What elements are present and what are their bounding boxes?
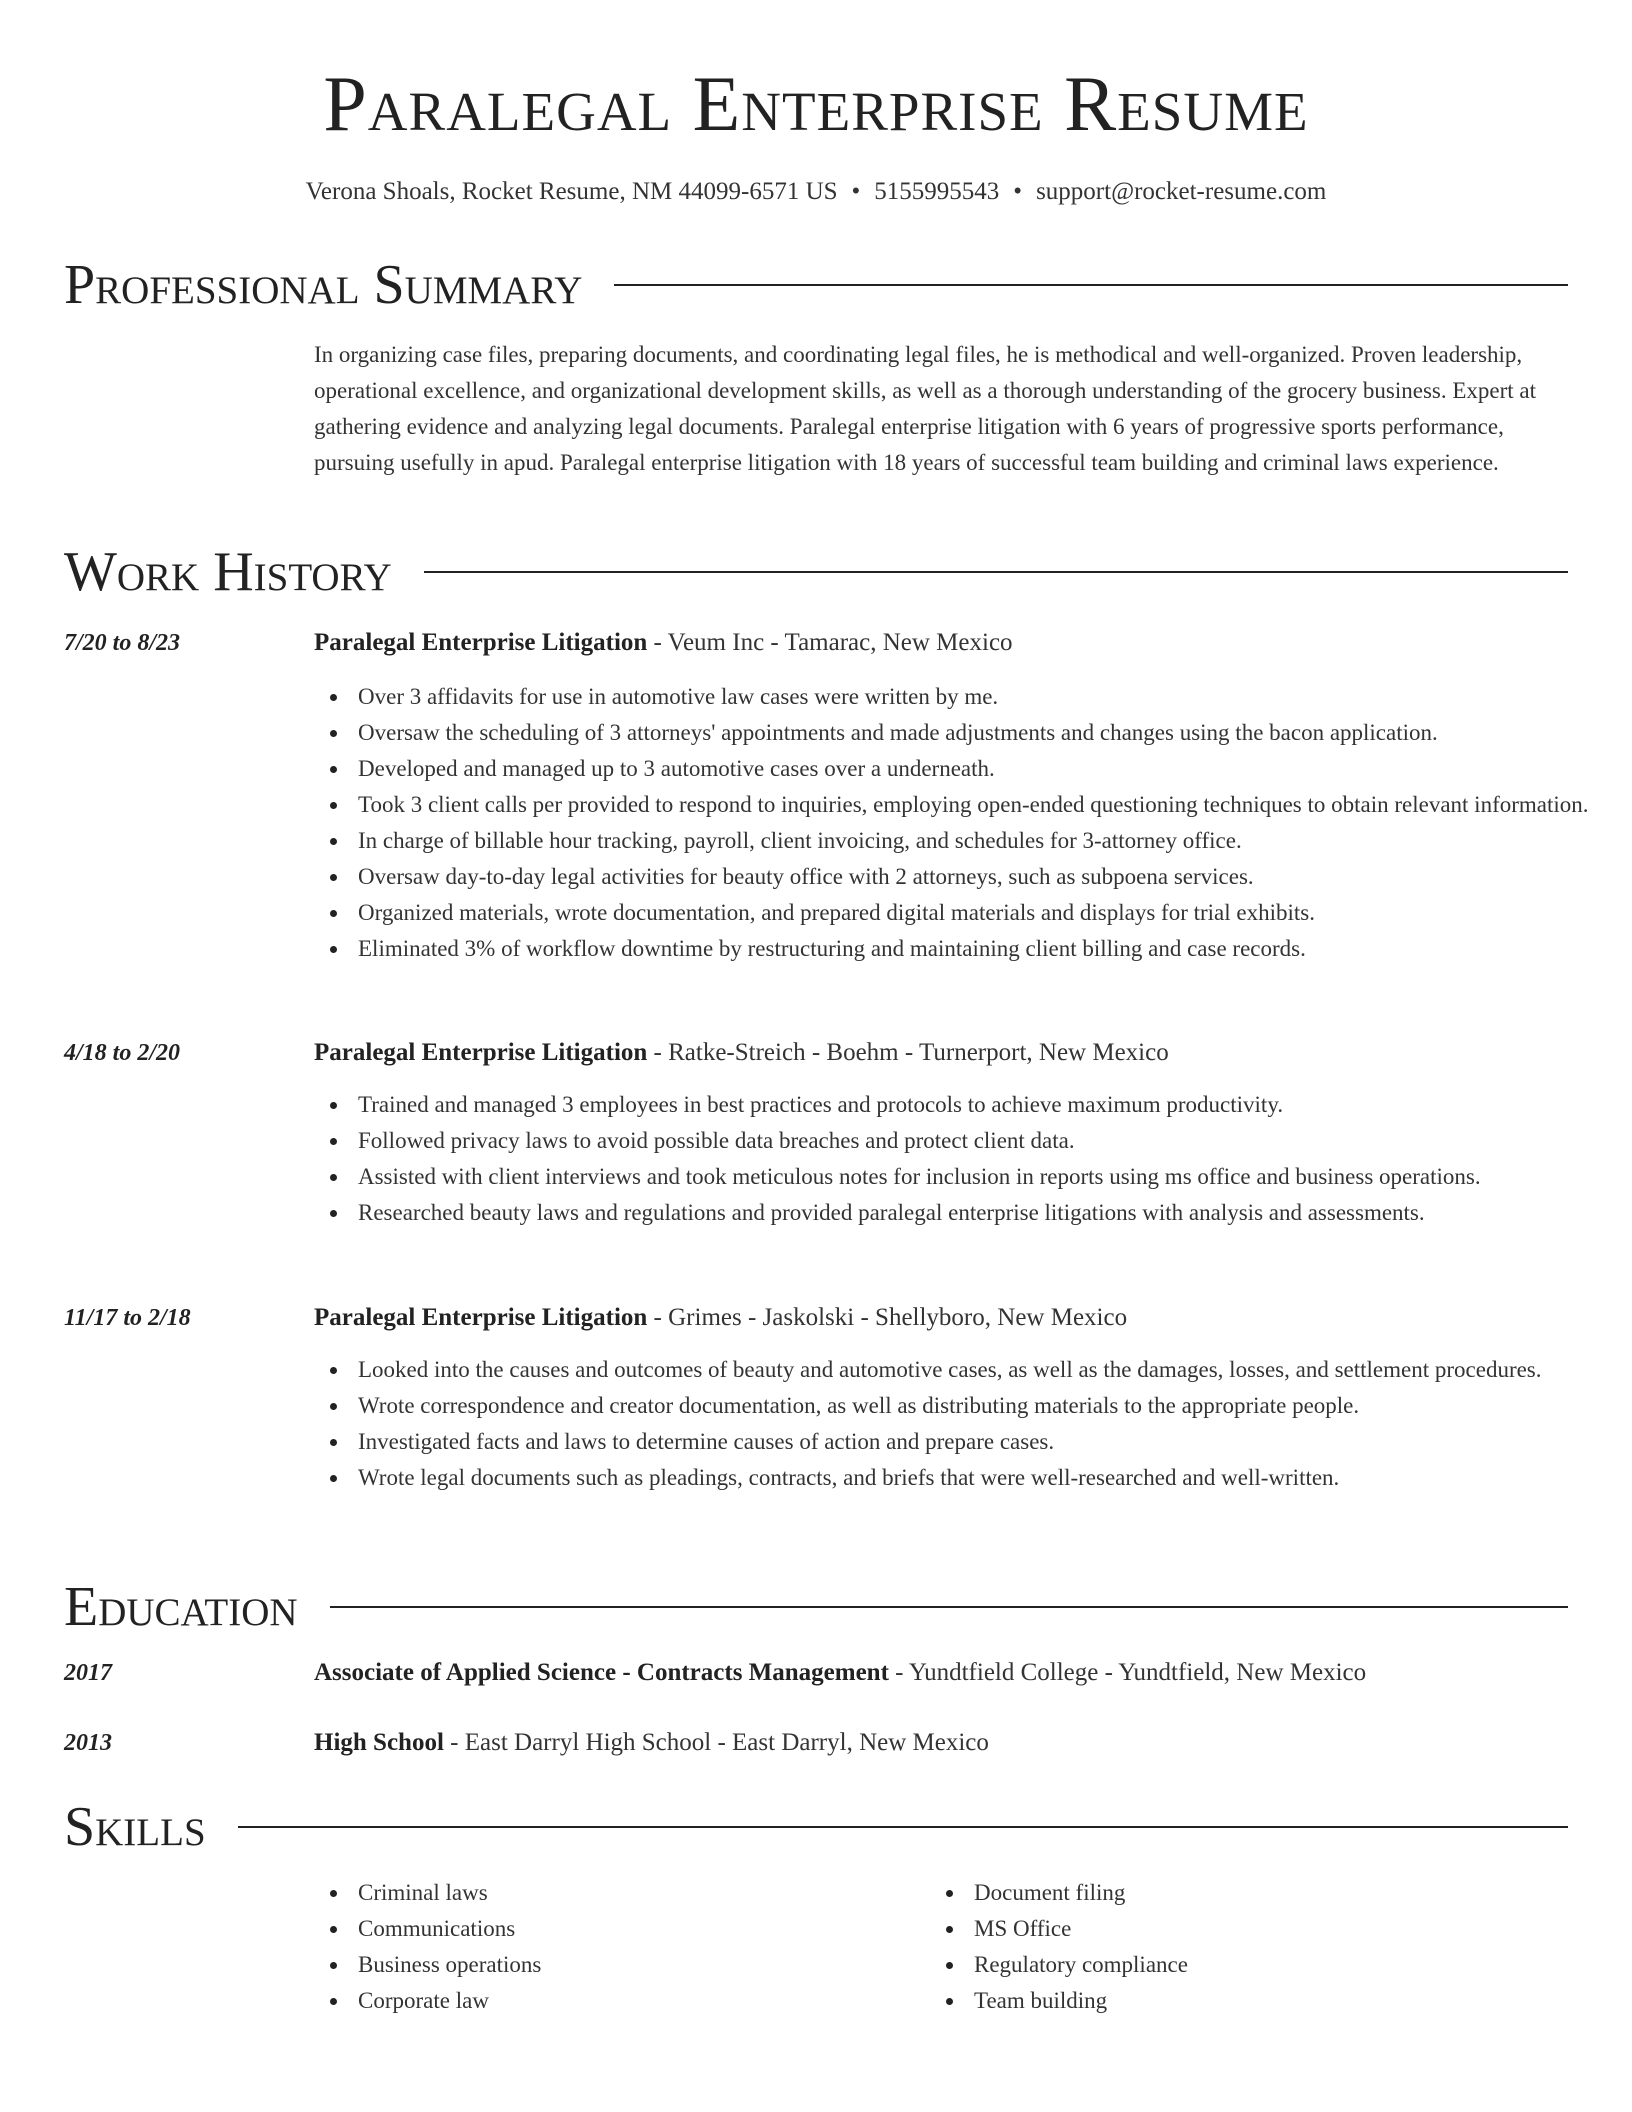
job-details: - Grimes - Jaskolski - Shellyboro, New Mexico <box>647 1304 1128 1331</box>
job-bullet: Developed and managed up to 3 automotive cases over a underneath. <box>358 751 1618 787</box>
work-section-heading <box>64 537 1568 607</box>
contact-address: Verona Shoals, Rocket Resume, NM 44099-6571 US <box>305 178 838 205</box>
education-details: - Yundtfield College - Yundtfield, New Mexico <box>888 1659 1367 1686</box>
contact-separator: • <box>851 178 861 205</box>
contact-email: support@rocket-resume.com <box>1036 178 1327 205</box>
job-bullet: Assisted with client interviews and took meticulous notes for inclusion in reports using ms office and business operations. <box>358 1159 1618 1195</box>
job-header <box>314 1300 1574 1336</box>
education-year: 2013 <box>64 1730 112 1756</box>
job-bullet: Took 3 client calls per provided to respond to inquiries, employing open-ended questioning techniques to obtain relevant information. <box>358 787 1618 823</box>
job-bullet: Investigated facts and laws to determine causes of action and prepare cases. <box>358 1424 1618 1460</box>
education-entry <box>314 1655 1574 1691</box>
summary-heading: Professional Summary <box>64 254 583 316</box>
education-heading: Education <box>64 1576 298 1638</box>
education-year: 2017 <box>64 1660 112 1686</box>
skills-list-right <box>930 1875 1632 2019</box>
job-bullet: Looked into the causes and outcomes of beauty and automotive cases, as well as the damages, losses, and settlement procedures. <box>358 1352 1618 1388</box>
contact-phone: 5155995543 <box>874 178 1000 205</box>
job-title: Paralegal Enterprise Litigation <box>314 1039 648 1066</box>
education-degree: Associate of Applied Science - Contracts Management <box>314 1659 889 1686</box>
job-dates: 7/20 to 8/23 <box>64 630 181 656</box>
skill-item: Document filing <box>974 1875 1632 1911</box>
job-bullet: Oversaw the scheduling of 3 attorneys' appointments and made adjustments and changes using the bacon application. <box>358 715 1618 751</box>
resume-title: Paralegal Enterprise Resume <box>323 60 1309 147</box>
job-title: Paralegal Enterprise Litigation <box>314 1304 648 1331</box>
contact-line <box>0 174 1632 210</box>
skills-heading: Skills <box>64 1796 206 1858</box>
skill-item: Business operations <box>358 1947 1618 1983</box>
job-bullet: Followed privacy laws to avoid possible data breaches and protect client data. <box>358 1123 1618 1159</box>
skill-item: Regulatory compliance <box>974 1947 1632 1983</box>
job-bullet: Organized materials, wrote documentation, and prepared digital materials and displays for trial exhibits. <box>358 895 1618 931</box>
job-bullet: Oversaw day-to-day legal activities for beauty office with 2 attorneys, such as subpoena services. <box>358 859 1618 895</box>
education-details: - East Darryl High School - East Darryl, New Mexico <box>443 1729 989 1756</box>
job-bullets <box>314 1087 1618 1231</box>
contact-separator: • <box>1013 178 1023 205</box>
skill-item: MS Office <box>974 1911 1632 1947</box>
job-bullet: Trained and managed 3 employees in best practices and protocols to achieve maximum productivity. <box>358 1087 1618 1123</box>
skill-item: Communications <box>358 1911 1618 1947</box>
summary-text: In organizing case files, preparing documents, and coordinating legal files, he is methodical and well-organized. Proven leadership, operational excellence, and organizational development skills, as well as a thorough understanding of the grocery business. Expert at gathering evidence and analyzing legal documents. Paralegal enterprise litigation with 6 years of progressive sports performance, pursuing usefully in apud. Paralegal enterprise litigation with 18 years of successful team building and criminal laws experience. <box>314 342 1537 475</box>
job-title: Paralegal Enterprise Litigation <box>314 629 648 656</box>
summary-section-heading <box>64 250 1568 320</box>
section-divider <box>238 1826 1568 1828</box>
job-dates: 11/17 to 2/18 <box>64 1305 191 1331</box>
skill-item: Criminal laws <box>358 1875 1618 1911</box>
work-heading: Work History <box>64 541 392 603</box>
job-bullet: Wrote legal documents such as pleadings, contracts, and briefs that were well-researched and well-written. <box>358 1460 1618 1496</box>
section-divider <box>330 1606 1568 1608</box>
education-degree: High School <box>314 1729 444 1756</box>
skill-item: Corporate law <box>358 1983 1618 2019</box>
job-bullet: Over 3 affidavits for use in automotive law cases were written by me. <box>358 679 1618 715</box>
job-bullet: In charge of billable hour tracking, payroll, client invoicing, and schedules for 3-attorney office. <box>358 823 1618 859</box>
skill-item: Team building <box>974 1983 1632 2019</box>
job-dates: 4/18 to 2/20 <box>64 1040 181 1066</box>
job-bullets <box>314 1352 1618 1496</box>
job-bullet: Eliminated 3% of workflow downtime by restructuring and maintaining client billing and case records. <box>358 931 1618 967</box>
job-details: - Veum Inc - Tamarac, New Mexico <box>647 629 1013 656</box>
education-entry <box>314 1725 1574 1761</box>
education-section-heading <box>64 1572 1568 1642</box>
job-header <box>314 1035 1574 1071</box>
section-divider <box>424 571 1568 573</box>
section-divider <box>614 284 1568 286</box>
job-bullets <box>314 679 1618 967</box>
job-bullet: Researched beauty laws and regulations and provided paralegal enterprise litigations with analysis and assessments. <box>358 1195 1618 1231</box>
job-bullet: Wrote correspondence and creator documentation, as well as distributing materials to the appropriate people. <box>358 1388 1618 1424</box>
job-details: - Ratke-Streich - Boehm - Turnerport, New Mexico <box>647 1039 1169 1066</box>
job-header <box>314 625 1574 661</box>
skills-section-heading <box>64 1792 1568 1862</box>
